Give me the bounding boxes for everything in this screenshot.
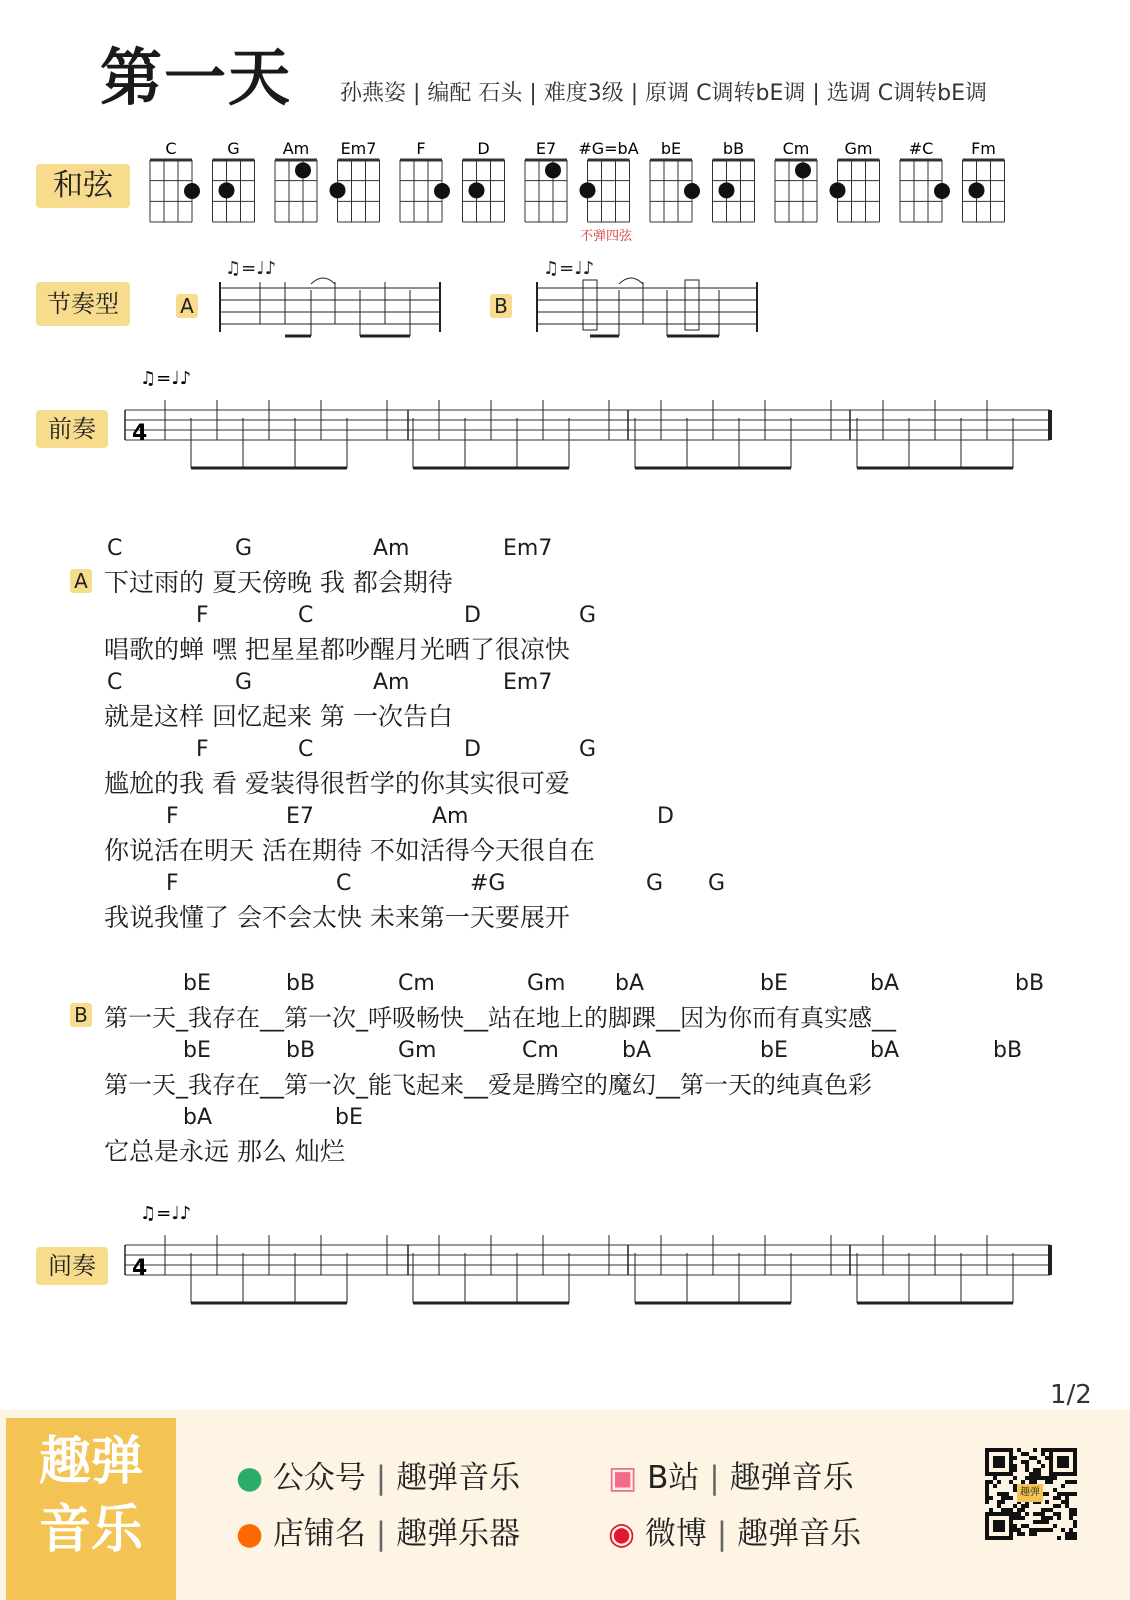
chord-diagram [713,139,755,222]
lyric-line: 它总是永远 那么 灿烂 [104,1137,345,1166]
chord-note: 不弹四弦 [580,229,633,244]
chord-label: bA [183,1105,213,1130]
chord-diagram [900,139,950,222]
chord-diagram [150,139,200,222]
svg-text:♫=♩♪: ♫=♩♪ [225,258,277,279]
chord-label: bB [286,1038,316,1063]
chord-label: C [107,670,123,695]
chord-name: Cm [782,139,810,158]
finger-dot [545,162,561,178]
chord-diagrams [146,138,1036,238]
prelude-label: 前奏 [36,410,108,448]
chord-label: G [235,536,253,561]
qr-center-logo: 趣弹 [1017,1484,1043,1502]
chord-name: Em7 [340,139,377,158]
chord-label: G [579,737,597,762]
chord-name: bE [660,139,682,158]
chord-name: G [227,139,240,158]
footer-label: 店铺名 [272,1516,366,1552]
wechat-icon: ● [236,1460,264,1496]
finger-dot [934,183,950,199]
chord-label: bB [1015,971,1045,996]
finger-dot [830,182,846,198]
taobao-icon: ● [236,1516,264,1552]
chord-label: Am [373,536,410,561]
lyric-line: 我说我懂了 会不会太快 未来第一天要展开 [104,903,570,932]
chord-label: Cm [522,1038,559,1063]
chord-label: G [646,871,664,896]
chord-label: bA [870,1038,900,1063]
finger-dot [969,182,985,198]
chord-label: Cm [398,971,435,996]
footer-item-bilibili[interactable]: ▣ B站 | 趣弹音乐 [608,1460,854,1496]
finger-dot [684,183,700,199]
page-number: 1/2 [1050,1380,1092,1410]
footer-value: 趣弹乐器 [396,1516,521,1552]
finger-dot [330,182,346,198]
chord-diagram [578,139,638,222]
section-tag-a: A [70,569,92,593]
section-tag-b: B [70,1003,92,1027]
bilibili-icon: ▣ [608,1460,638,1496]
chord-label: F [196,603,209,628]
lyric-line: 尴尬的我 看 爱装得很哲学的你其实很可爱 [104,769,570,798]
chord-diagram [963,139,1005,222]
chord-name: #C [908,139,934,158]
chord-label: bA [870,971,900,996]
chord-name: Gm [844,139,873,158]
chord-label: C [298,737,314,762]
chord-label: F [166,871,179,896]
finger-dot [434,183,450,199]
chord-name: F [416,139,426,158]
chord-label: Gm [398,1038,437,1063]
footer-value: 趣弹音乐 [737,1516,862,1552]
chord-label: bE [335,1105,363,1130]
footer-label: B站 [647,1460,700,1496]
chord-label: D [464,737,481,762]
chord-label: D [464,603,481,628]
rhythm-tag-b: B [490,294,512,318]
chord-diagram [213,139,255,222]
footer-item-weibo[interactable]: ◉ 微博 | 趣弹音乐 [608,1516,862,1552]
chord-name: #G=bA [578,139,639,158]
finger-dot [580,182,596,198]
finger-dot [719,182,735,198]
finger-dot [795,162,811,178]
finger-dot [295,162,311,178]
footer-item-taobao[interactable]: ● 店铺名 | 趣弹乐器 [236,1516,521,1552]
chord-label: F [166,804,179,829]
chord-label: #G [470,871,506,896]
chord-label: C [107,536,123,561]
chord-name: Am [282,139,310,158]
chord-label: bE [183,1038,211,1063]
lyric-line: 第一天_我存在__第一次_呼吸畅快__站在地上的脚踝__因为你而有真实感__ [104,1004,896,1032]
chord-name: E7 [535,139,557,158]
chord-label: C [298,603,314,628]
footer-label: 公众号 [272,1460,366,1496]
chord-label: D [657,804,674,829]
finger-dot [219,182,235,198]
rhythm-pattern-a [220,278,440,336]
prelude-tab [120,360,1060,480]
lyric-line: 第一天_我存在__第一次_能飞起来__爱是腾空的魔幻__第一天的纯真色彩 [104,1071,872,1099]
chord-diagram [275,139,317,222]
chord-label: Am [432,804,469,829]
lyric-line: 就是这样 回忆起来 第 一次告白 [104,702,453,731]
brand-line-2: 音乐 [38,1500,143,1560]
finger-dot [469,182,485,198]
chord-diagram [525,139,567,222]
chord-label: F [196,737,209,762]
interlude-label: 间奏 [36,1247,108,1285]
brand-logo [6,1418,176,1600]
chord-name: bB [722,139,745,158]
brand-line-1: 趣弹 [38,1432,143,1492]
footer-value: 趣弹音乐 [396,1460,521,1496]
chord-diagram [650,139,700,222]
chords-label: 和弦 [36,164,130,208]
chord-label: E7 [286,804,314,829]
chord-name: D [477,139,490,158]
chord-label: Em7 [503,670,553,695]
footer-label: 微博 [644,1516,707,1552]
song-title: 第一天 [100,41,293,114]
time-signature: 4 [132,1256,148,1281]
chord-name: Fm [971,139,996,158]
chord-label: C [336,871,352,896]
chord-label: Gm [527,971,566,996]
footer-value: 趣弹音乐 [729,1460,854,1496]
chord-diagram [330,139,380,222]
lyric-line: 唱歌的蝉 嘿 把星星都吵醒月光晒了很凉快 [104,635,570,664]
swing-symbol [225,258,594,279]
chord-label: bA [622,1038,652,1063]
chord-label: bA [615,971,645,996]
chord-label: G [235,670,253,695]
lyric-line: 你说活在明天 活在期待 不如活得今天很自在 [104,836,595,865]
swing-symbol: ♫=♩♪ [140,1203,192,1224]
svg-text:♫=♩♪: ♫=♩♪ [543,258,595,279]
song-meta: 孙燕姿 | 编配 石头 | 难度3级 | 原调 C调转bE调 | 选调 C调转bE调 [340,81,988,106]
time-signature: 4 [132,421,148,446]
chord-label: bE [183,971,211,996]
chord-label: bB [286,971,316,996]
swing-symbol: ♫=♩♪ [140,368,192,389]
interlude-tab [120,1195,1060,1315]
chord-label: Em7 [503,536,553,561]
chord-label: bE [760,971,788,996]
rhythm-pattern-b [537,278,757,336]
chord-label: G [708,871,726,896]
chord-label: Am [373,670,410,695]
chord-diagram [400,139,450,222]
chord-label: bB [993,1038,1023,1063]
weibo-icon: ◉ [608,1516,636,1552]
chord-diagram [775,139,817,222]
chord-diagram-row [146,138,1036,238]
rhythm-pattern-notation [215,252,775,352]
rhythm-label: 节奏型 [36,282,130,326]
chord-diagram [463,139,505,222]
lyric-line: 下过雨的 夏天傍晚 我 都会期待 [104,568,453,597]
chord-diagram [830,139,880,222]
chord-label: bE [760,1038,788,1063]
rhythm-tag-a: A [176,294,198,318]
chord-name: C [165,139,177,158]
finger-dot [184,183,200,199]
chord-label: G [579,603,597,628]
footer-item-wechat[interactable]: ● 公众号 | 趣弹音乐 [236,1460,521,1496]
